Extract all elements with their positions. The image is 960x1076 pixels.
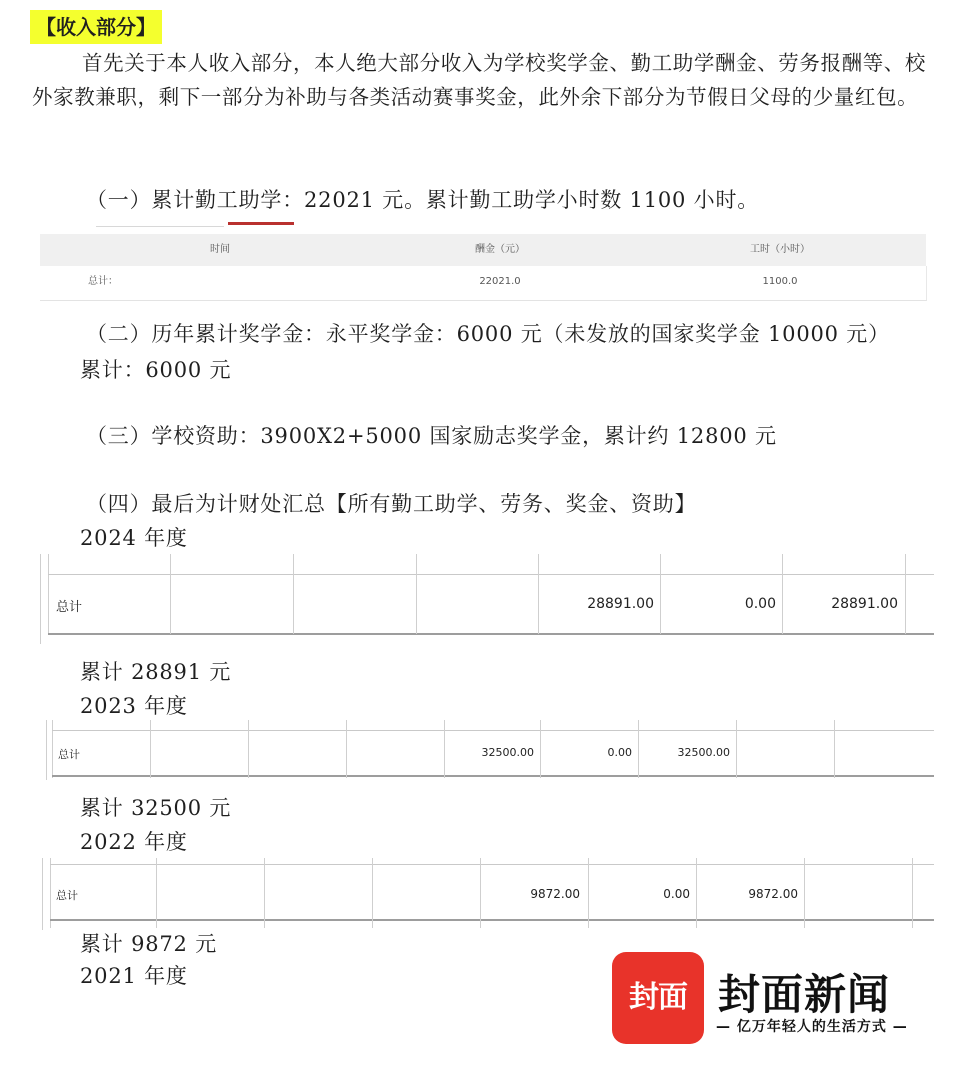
- col-divider: [372, 858, 373, 928]
- col-divider: [346, 720, 347, 778]
- col-divider: [248, 720, 249, 778]
- col-divider: [170, 554, 171, 634]
- col-divider: [905, 554, 906, 634]
- item-school-aid: （三）学校资助：3900X2+5000 国家励志奖学金，累计约 12800 元: [86, 424, 777, 448]
- col-divider: [660, 554, 661, 634]
- section-title: 【收入部分】: [30, 10, 162, 44]
- year-label-2021: 2021 年度: [80, 964, 188, 988]
- cumulative-2023: 累计 32500 元: [80, 796, 232, 820]
- divider-line: [96, 226, 224, 227]
- table-header-row: [40, 234, 926, 266]
- cell-income: 9872.00: [530, 887, 580, 901]
- brand-name: 封面新闻: [718, 970, 891, 1019]
- col-divider: [804, 858, 805, 928]
- row-pay: 22021.0: [479, 276, 521, 287]
- table-border: [40, 554, 41, 644]
- col-divider: [696, 858, 697, 928]
- col-divider: [150, 720, 151, 778]
- cell-zero: 0.00: [663, 887, 690, 901]
- row-hours: 1100.0: [762, 276, 798, 287]
- col-divider: [156, 858, 157, 928]
- item-scholarship-total: 累计：6000 元: [80, 358, 232, 382]
- cover-news-logo: 封面: [612, 952, 704, 1044]
- col-divider: [293, 554, 294, 634]
- year-label-2022: 2022 年度: [80, 830, 188, 854]
- col-divider: [588, 858, 589, 928]
- row-label: 总计: [58, 748, 80, 761]
- item-scholarship: （二）历年累计奖学金：永平奖学金：6000 元（未发放的国家奖学金 10000 元）: [86, 322, 890, 346]
- cell-income: 28891.00: [587, 596, 654, 612]
- intro-paragraph: 首先关于本人收入部分，本人绝大部分收入为学校奖学金、勤工助学酬金、劳务报酬等、校外家教兼职，剩下一部分为补助与各类活动赛事奖金，此外余下部分为节假日父母的少量红包。: [32, 51, 926, 109]
- cell-zero: 0.00: [744, 596, 776, 612]
- col-divider: [416, 554, 417, 634]
- header-hours: 工时（小时）: [750, 244, 810, 255]
- row-label: 总计：: [88, 276, 118, 287]
- work-study-table: [40, 234, 926, 300]
- item-work-study: （一）累计勤工助学：22021 元。累计勤工助学小时数 1100 小时。: [86, 188, 760, 212]
- table-border: [42, 858, 43, 930]
- col-divider: [736, 720, 737, 778]
- cumulative-2024: 累计 28891 元: [80, 660, 232, 684]
- cell-total: 32500.00: [677, 746, 730, 759]
- highlight-underline: [228, 222, 294, 225]
- header-time: 时间: [210, 244, 230, 255]
- row-label: 总计: [56, 600, 83, 615]
- cell-zero: 0.00: [607, 746, 632, 759]
- year-label-2023: 2023 年度: [80, 694, 188, 718]
- brand-slogan: — 亿万年轻人的生活方式 —: [716, 1019, 908, 1035]
- table-border: [46, 720, 47, 780]
- header-pay: 酬金（元）: [475, 244, 525, 255]
- col-divider: [538, 554, 539, 634]
- col-divider: [834, 720, 835, 778]
- col-divider: [782, 554, 783, 634]
- col-divider: [264, 858, 265, 928]
- year-label-2024: 2024 年度: [80, 526, 188, 550]
- row-label: 总计: [56, 889, 78, 902]
- cell-total: 9872.00: [748, 887, 798, 901]
- col-divider: [912, 858, 913, 928]
- cell-total: 28891.00: [831, 596, 898, 612]
- cell-income: 32500.00: [481, 746, 534, 759]
- cumulative-2022: 累计 9872 元: [80, 932, 217, 956]
- item-summary: （四）最后为计财处汇总【所有勤工助学、劳务、奖金、资助】: [86, 492, 697, 516]
- col-divider: [480, 858, 481, 928]
- table-row: [40, 266, 927, 301]
